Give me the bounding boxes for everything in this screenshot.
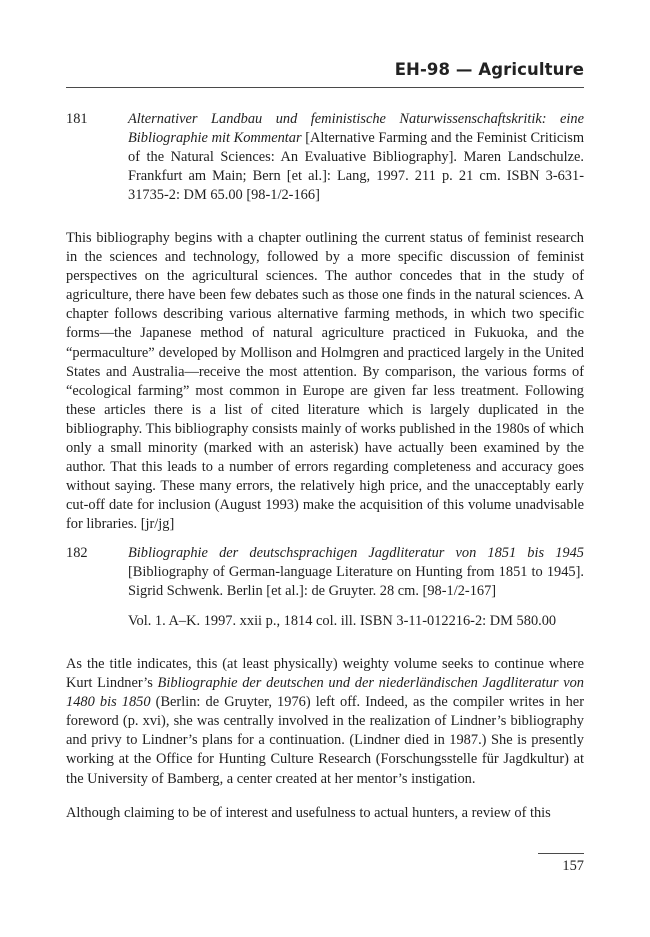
header-rule [66, 87, 584, 88]
entry-citation-details: [Bibliography of German-language Literature on Hunting from 1851 to 1945]. Sigrid Schwenk. Berlin [et al.]: de Gruyter. 28 cm. [98-1/2-167] [128, 564, 584, 600]
entry-citation-details: [Alternative Farming and the Feminist Criticism of the Natural Sciences: An Evaluative Bibliography]. Maren Landschulze. Frankfurt am Main; Bern [et al.]: Lang, 1997. 211 p. 21 cm. ISBN 3-631-31735-2: DM 65.00 [98-1/2-166] [128, 130, 585, 204]
review-text: (Berlin: de Gruyter, 1976) left off. Indeed, as the compiler writes in her foreword (p. xvi), she was centrally involved in the realization of Lindner’s bibliography and privy to Lindner’s plans for a continuation. (Lindner died in 1987.) She is presently working at the Office for Hunting Culture Research (Forschungsstelle für Jagdkultur) at the University of Bamberg, a center created at her mentor’s instigation. [66, 694, 584, 787]
cited-title: Bibliographie der deutschen und der niederländischen Jagdliteratur von 1480 bis 1850 [66, 675, 584, 711]
running-header: EH-98 — Agriculture [394, 60, 584, 79]
entry-182 [66, 544, 584, 601]
page-number: 157 [562, 858, 584, 874]
entry-title: Bibliographie der deutschsprachigen Jagdliteratur von 1851 bis 1945 [128, 545, 584, 561]
entry-volume-line: Vol. 1. A–K. 1997. xxii p., 1814 col. ill. ISBN 3-11-012216-2: DM 580.00 [128, 613, 557, 629]
review-text: As the title indicates, this (at least physically) weighty volume seeks to continue where Kurt Lindner’s [66, 656, 584, 692]
closing-paragraph: Although claiming to be of interest and usefulness to actual hunters, a review of this [66, 805, 551, 821]
entry-citation [128, 110, 584, 205]
entry-number: 182 [66, 545, 88, 561]
entry-title: Alternativer Landbau und feministische Naturwissenschaftskritik: eine Bibliographie mit Kommentar [128, 111, 584, 147]
review-paragraph-182 [66, 655, 584, 789]
entry-number: 181 [66, 111, 88, 127]
entry-181 [66, 110, 584, 205]
footer-rule [538, 853, 584, 854]
entry-citation [128, 544, 584, 601]
review-paragraph-181: This bibliography begins with a chapter outlining the current status of feminist research in the sciences and technology, followed by a more specific discussion of feminist perspectives on the agricultural sciences. The author concedes that in the study of agriculture, there have been few debates such as those one finds in the natural sciences. A chapter follows describing various alternative farming methods, in which two specific forms—the Japanese method of natural agriculture practiced in Fukuoka, and the “permaculture” developed by Mollison and Holmgren and practiced largely in the United States and Australia—receive the most attention. By comparison, the various forms of “ecological farming” most common in Europe are given far less treatment. Following these articles there is a list of cited literature which is largely duplicated in the bibliography. This bibliography consists mainly of works published in the 1980s of which only a small minority (marked with an asterisk) have actually been examined by the author. That this leads to a number of errors regarding completeness and accuracy goes without saying. These many errors, the relatively high price, and the unacceptably early cut-off date for inclusion (August 1993) make the acquisition of this volume unadvisable for libraries. [jr/jg] [66, 230, 584, 533]
